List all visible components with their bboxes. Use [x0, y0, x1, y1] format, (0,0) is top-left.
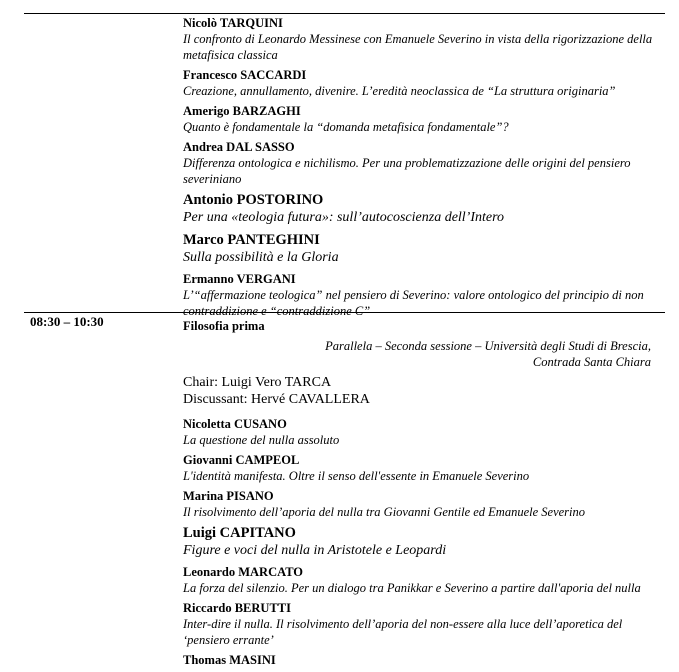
speaker-name: Nicoletta CUSANO [183, 417, 287, 431]
speaker-name: Antonio POSTORINO [183, 192, 324, 208]
speaker-name: Luigi CAPITANO [183, 525, 296, 541]
session1-talks [183, 15, 663, 323]
talk-entry [183, 524, 663, 560]
talk-entry [183, 191, 663, 227]
talk-title: Il confronto di Leonardo Messinese con Emanuele Severino in vista della rigorizzazione della metafisica classica [183, 32, 653, 62]
talk-title: Quanto è fondamentale la “domanda metafisica fondamentale”? [183, 120, 509, 134]
talk-entry [183, 416, 663, 448]
talk-title: Il risolvimento dell’aporia del nulla tra Giovanni Gentile ed Emanuele Severino [183, 505, 586, 519]
talk-entry [183, 67, 663, 99]
talk-title: Differenza ontologica e nichilismo. Per una problematizzazione delle origini del pensiero severiniano [183, 156, 631, 186]
session-location-line2: Contrada Santa Chiara [532, 355, 651, 369]
talk-entry [183, 103, 663, 135]
talk-entry [183, 15, 663, 63]
session-chair: Chair: Luigi Vero TARCA [183, 375, 332, 390]
speaker-name: Giovanni CAMPEOL [183, 453, 300, 467]
talk-title: L’“affermazione teologica” nel pensiero di Severino: valore ontologico del principio di non contraddizione e “contraddizione C” [183, 288, 644, 318]
speaker-name: Francesco SACCARDI [183, 68, 307, 82]
talk-entry [183, 488, 663, 520]
talk-entry [183, 564, 663, 596]
speaker-name: Ermanno VERGANI [183, 272, 296, 286]
top-divider [24, 13, 665, 14]
talk-title: La forza del silenzio. Per un dialogo tra Panikkar e Severino a partire dall'aporia del nulla [183, 581, 641, 595]
talk-title: Sulla possibilità e la Gloria [183, 250, 339, 265]
speaker-name: Marco PANTEGHINI [183, 232, 320, 248]
speaker-name: Nicolò TARQUINI [183, 16, 283, 30]
session-location-line1: Parallela – Seconda sessione – Università degli Studi di Brescia, [325, 339, 651, 353]
talk-title: L'identità manifesta. Oltre il senso dell'essente in Emanuele Severino [183, 469, 530, 483]
talk-entry [183, 452, 663, 484]
talk-title: Creazione, annullamento, divenire. L’eredità neoclassica de “La struttura originaria” [183, 84, 616, 98]
talk-entry [183, 600, 663, 648]
talk-entry [183, 652, 663, 668]
speaker-name: Andrea DAL SASSO [183, 140, 295, 154]
talk-entry [183, 139, 663, 187]
speaker-name: Thomas MASINI [183, 653, 276, 667]
session-heading: Filosofia prima [183, 319, 265, 333]
session2-block [183, 318, 663, 672]
session-divider [24, 312, 665, 313]
talk-title: Inter-dire il nulla. Il risolvimento dell’aporia del non-essere alla luce dell’aporetica del ‘pensiero errante’ [183, 617, 623, 647]
speaker-name: Riccardo BERUTTI [183, 601, 291, 615]
talk-title: Figure e voci del nulla in Aristotele e Leopardi [183, 543, 447, 558]
talk-title: La questione del nulla assoluto [183, 433, 340, 447]
speaker-name: Leonardo MARCATO [183, 565, 304, 579]
spacer [183, 408, 663, 416]
talk-entry [183, 231, 663, 267]
talk-title: Per una «teologia futura»: sull’autocoscienza dell’Intero [183, 210, 505, 225]
speaker-name: Marina PISANO [183, 489, 274, 503]
session-discussant: Discussant: Hervé CAVALLERA [183, 392, 370, 407]
session-time: 08:30 – 10:30 [30, 314, 104, 329]
speaker-name: Amerigo BARZAGHI [183, 104, 301, 118]
